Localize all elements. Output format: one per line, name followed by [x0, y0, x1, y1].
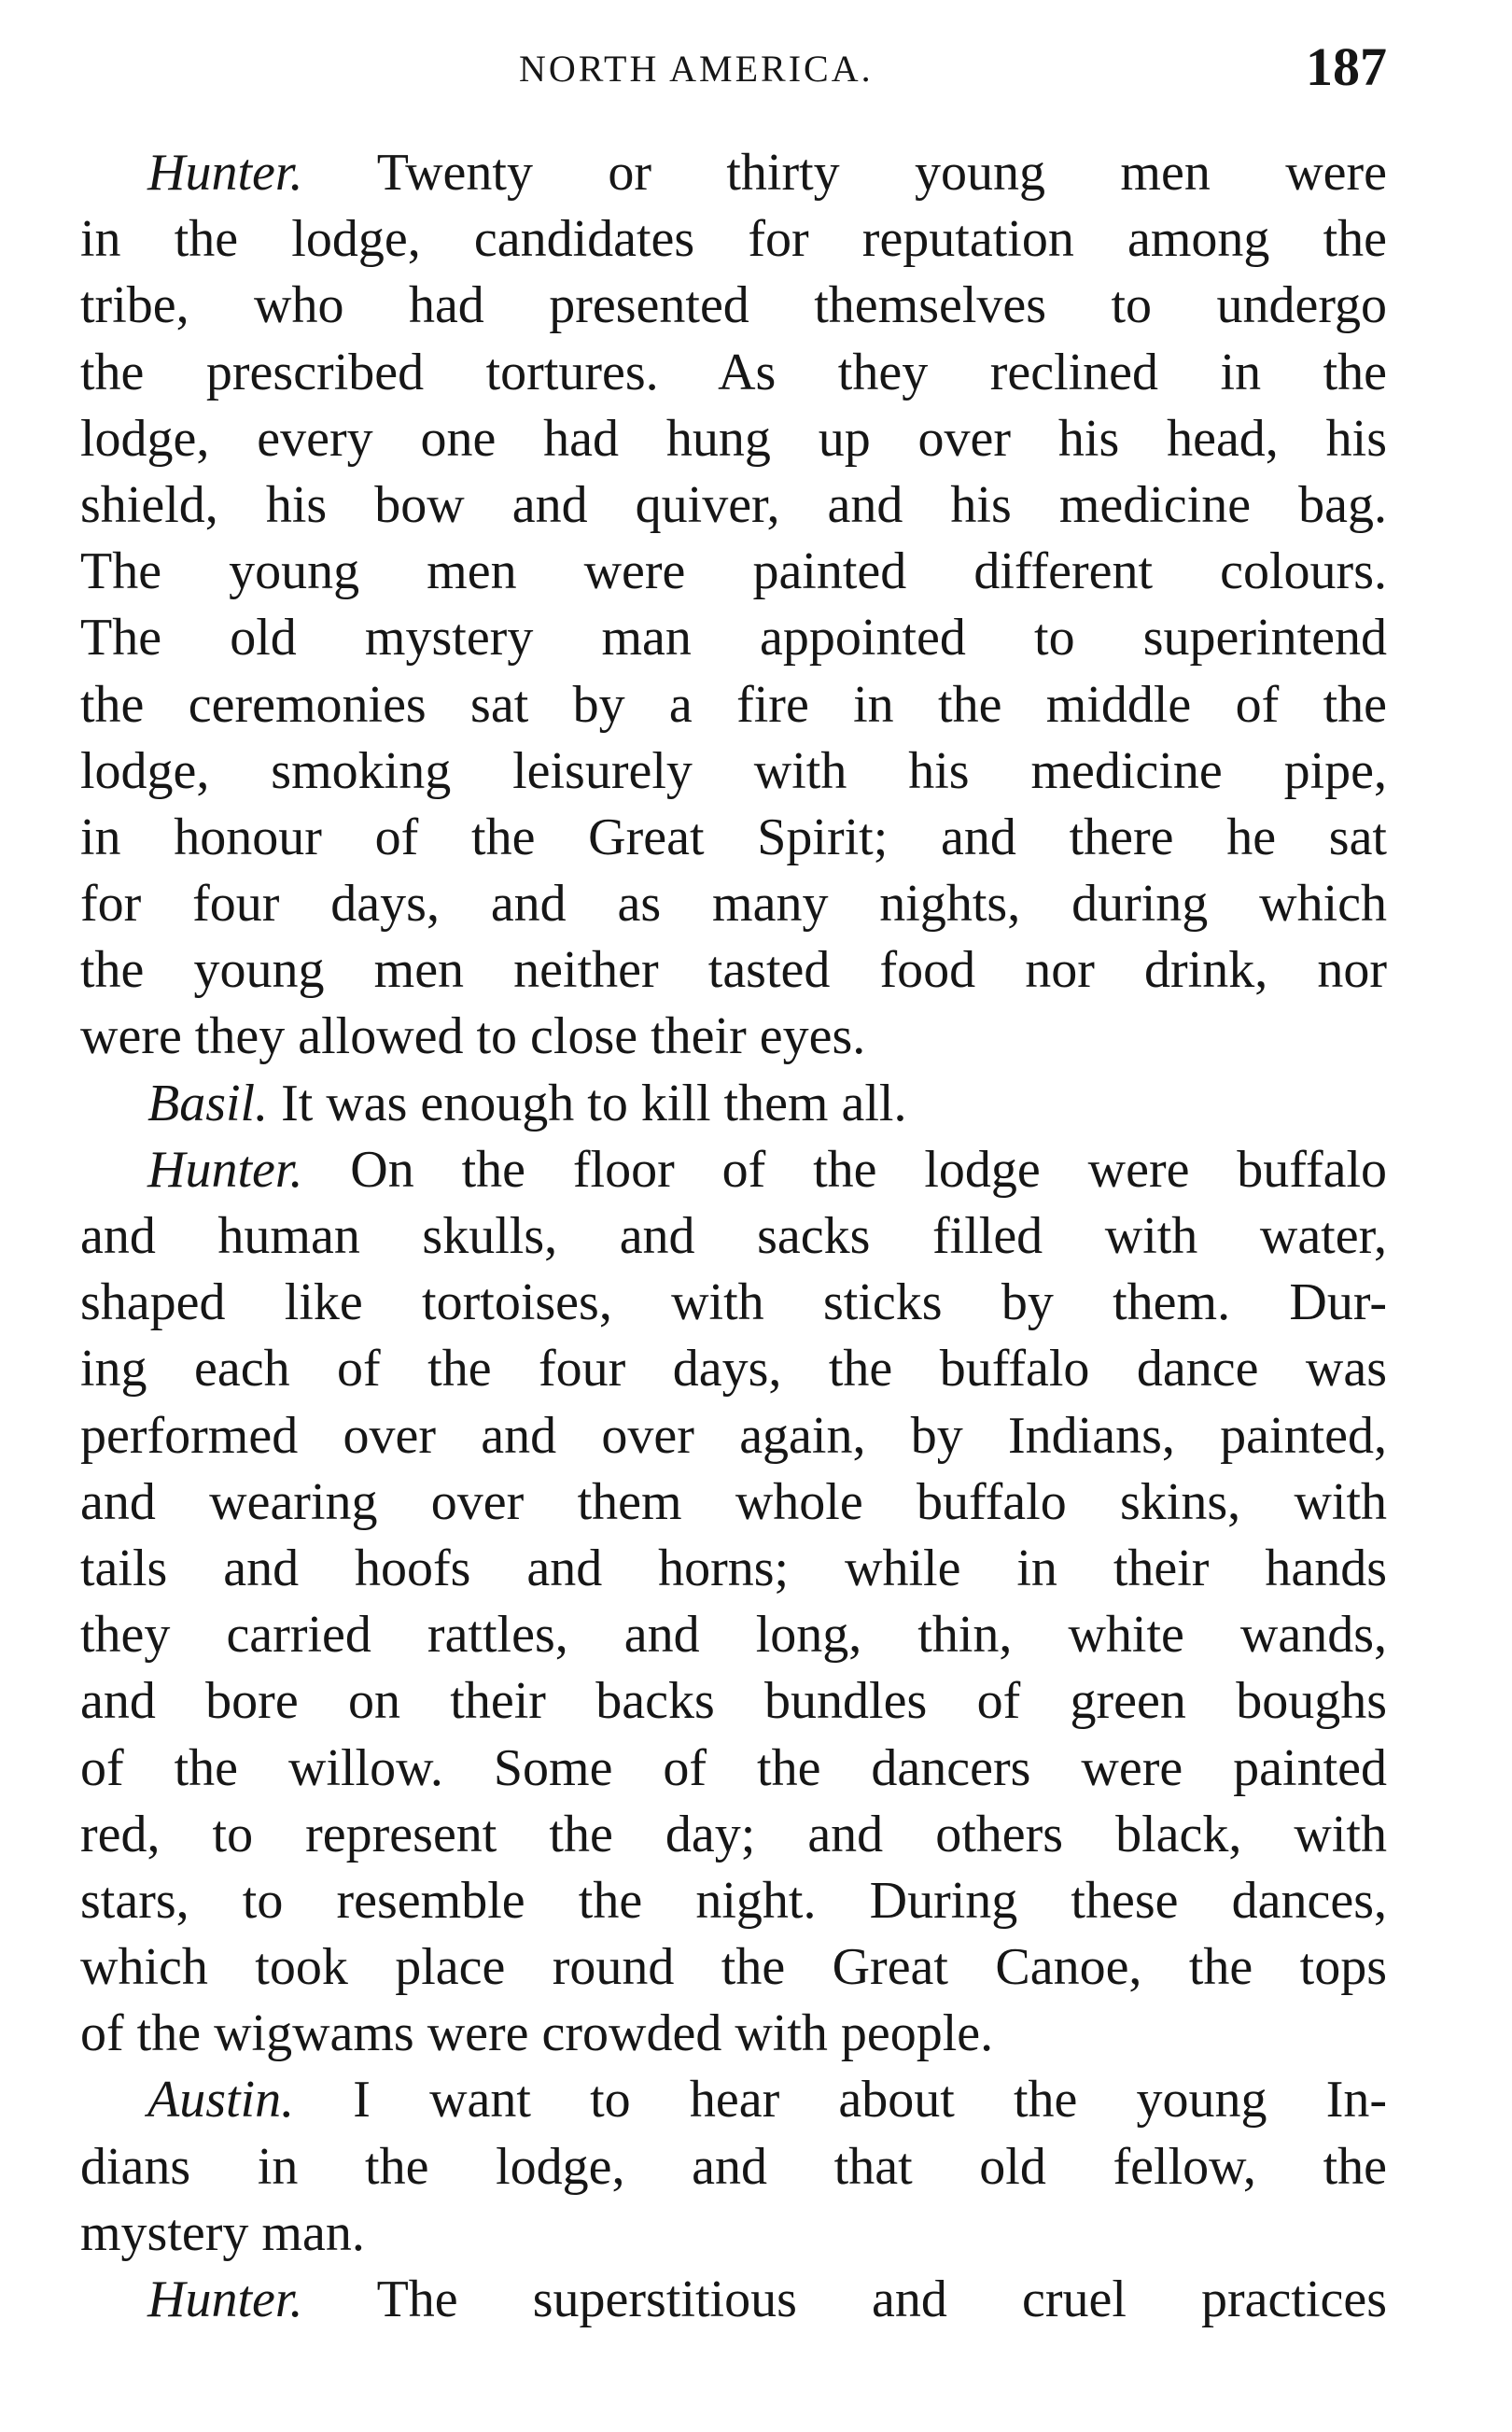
line-text: which took place round the Great Canoe, the tops	[80, 1938, 1387, 1997]
line-text: of the wigwams were crowded with people.	[80, 2004, 994, 2063]
page-number: 187	[1306, 36, 1387, 97]
line-text: It was enough to kill them all.	[268, 1074, 907, 1132]
text-line	[80, 672, 1387, 738]
line-text: tribe, who had presented themselves to undergo	[80, 276, 1387, 335]
text-line	[80, 340, 1387, 406]
line-text: the prescribed tortures. As they reclined in the	[80, 343, 1387, 401]
body-text	[80, 140, 1387, 2333]
line-text: shaped like tortoises, with sticks by them. Dur-	[80, 1273, 1387, 1332]
text-line	[80, 2134, 1387, 2200]
text-line	[80, 1934, 1387, 2001]
line-text: The superstitious and cruel practices	[302, 2270, 1387, 2328]
text-line	[80, 1071, 1387, 1137]
text-line	[80, 472, 1387, 539]
text-line	[80, 2267, 1387, 2333]
text-line	[80, 871, 1387, 937]
line-text: and human skulls, and sacks filled with water,	[80, 1207, 1387, 1265]
text-line	[80, 605, 1387, 671]
line-text: I want to hear about the young In-	[294, 2071, 1387, 2130]
text-line	[80, 273, 1387, 339]
text-line	[80, 206, 1387, 273]
line-text: the young men neither tasted food nor drink, nor	[80, 941, 1387, 1000]
text-line	[80, 1270, 1387, 1336]
text-line	[80, 2067, 1387, 2133]
text-line	[80, 738, 1387, 805]
speaker-name: Austin.	[147, 2071, 295, 2130]
text-line	[80, 406, 1387, 472]
speaker-name: Hunter.	[147, 2270, 303, 2328]
text-line	[80, 1403, 1387, 1469]
text-line	[80, 2200, 1387, 2267]
text-line	[80, 1868, 1387, 1934]
line-text: and wearing over them whole buffalo skins, with	[80, 1472, 1387, 1531]
text-line	[80, 539, 1387, 605]
text-line	[80, 2001, 1387, 2067]
line-text: of the willow. Some of the dancers were painted	[80, 1738, 1387, 1797]
line-text: lodge, smoking leisurely with his medicine pipe,	[80, 741, 1387, 800]
line-text: On the floor of the lodge were buffalo	[302, 1140, 1387, 1199]
line-text: in honour of the Great Spirit; and there he sat	[80, 808, 1387, 866]
text-line	[80, 1004, 1387, 1070]
text-line	[80, 140, 1387, 206]
running-title: NORTH AMERICA.	[519, 48, 874, 90]
line-text: performed over and over again, by Indians, painted,	[80, 1406, 1387, 1465]
line-text: they carried rattles, and long, thin, white wands,	[80, 1606, 1387, 1665]
line-text: Twenty or thirty young men were	[302, 144, 1387, 202]
line-text: in the lodge, candidates for reputation among the	[80, 210, 1387, 269]
text-line	[80, 937, 1387, 1004]
line-text: The old mystery man appointed to superintend	[80, 609, 1387, 668]
line-text: lodge, every one had hung up over his head, his	[80, 409, 1387, 468]
line-text: tails and hoofs and horns; while in their hands	[80, 1539, 1387, 1597]
text-line	[80, 805, 1387, 871]
line-text: ing each of the four days, the buffalo dance was	[80, 1340, 1387, 1399]
text-line	[80, 1602, 1387, 1668]
speaker-name: Hunter.	[147, 1140, 303, 1199]
text-line	[80, 1469, 1387, 1536]
running-head	[80, 35, 1387, 101]
line-text: for four days, and as many nights, during which	[80, 875, 1387, 934]
line-text: mystery man.	[80, 2203, 365, 2262]
text-line	[80, 1736, 1387, 1802]
line-text: were they allowed to close their eyes.	[80, 1007, 866, 1066]
text-line	[80, 1203, 1387, 1270]
text-line	[80, 1668, 1387, 1735]
speaker-name: Basil.	[147, 1074, 269, 1132]
text-line	[80, 1336, 1387, 1402]
text-line	[80, 1802, 1387, 1868]
speaker-name: Hunter.	[147, 144, 303, 202]
line-text: and bore on their backs bundles of green boughs	[80, 1672, 1387, 1731]
line-text: shield, his bow and quiver, and his medicine bag.	[80, 475, 1387, 534]
line-text: dians in the lodge, and that old fellow, the	[80, 2137, 1387, 2196]
line-text: red, to represent the day; and others black, with	[80, 1805, 1387, 1863]
line-text: stars, to resemble the night. During these dances,	[80, 1871, 1387, 1930]
text-line	[80, 1137, 1387, 1203]
text-line	[80, 1536, 1387, 1602]
line-text: the ceremonies sat by a fire in the middle of the	[80, 675, 1387, 734]
line-text: The young men were painted different colours.	[80, 542, 1387, 601]
